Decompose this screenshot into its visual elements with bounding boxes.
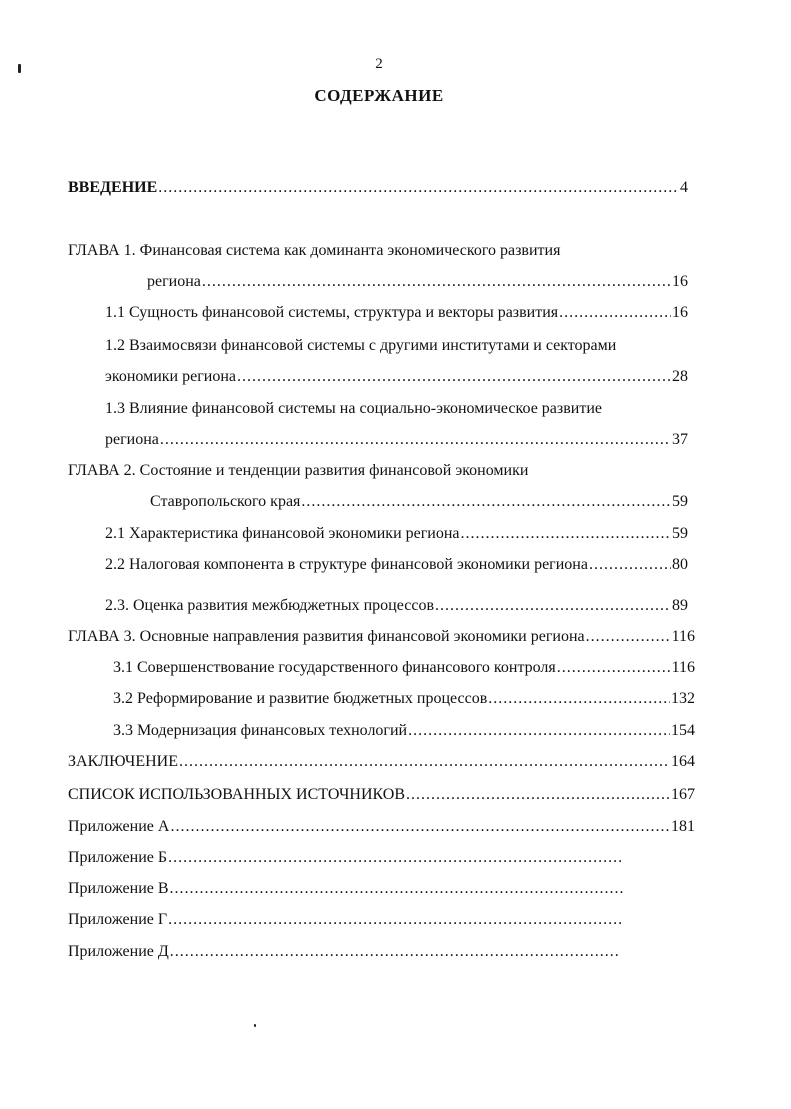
toc-label: 3.3 Модернизация финансовых технологий	[113, 722, 408, 739]
toc-label: Приложение А	[68, 818, 170, 835]
toc-label: региона	[105, 431, 159, 448]
toc-entry-appendix-c[interactable]	[68, 879, 624, 899]
toc-page: 181	[671, 818, 695, 835]
toc-label: 1.1 Сущность финансовой системы, структура и векторы развития	[105, 304, 559, 321]
toc-page: 59	[672, 525, 688, 542]
toc-page: 132	[671, 690, 695, 707]
toc-entry-appendix-b[interactable]	[68, 848, 622, 868]
toc-entry-ch3[interactable]	[68, 627, 695, 647]
toc-entry-2-1[interactable]	[105, 524, 688, 544]
toc-page: 4	[680, 179, 688, 196]
toc-entry-ch1-line2[interactable]	[147, 272, 688, 292]
toc-entry-1-3-line2[interactable]	[105, 430, 688, 450]
toc-page: 154	[671, 722, 695, 739]
toc-entry-3-1[interactable]	[113, 658, 695, 678]
page-number: 2	[375, 56, 383, 72]
toc-entry-appendix-a[interactable]	[68, 817, 695, 837]
toc-label: Ставропольского края	[150, 493, 301, 510]
toc-entry-conclusion[interactable]	[68, 752, 695, 772]
toc-entry-1-2-line1[interactable]: 1.2 Взаимосвязи финансовой системы с другими институтами и секторами	[105, 337, 617, 354]
toc-label: Приложение Б	[68, 849, 168, 866]
toc-entry-3-3[interactable]	[113, 721, 695, 741]
toc-page: 28	[672, 368, 688, 385]
toc-entry-ch1-line1[interactable]: ГЛАВА 1. Финансовая система как доминанта экономического развития	[68, 242, 561, 259]
toc-label: Приложение Г	[68, 911, 168, 928]
toc-page: 164	[671, 753, 695, 770]
toc-page: 37	[672, 431, 688, 448]
scan-speck	[254, 1024, 256, 1027]
toc-label: СПИСОК ИСПОЛЬЗОВАННЫХ ИСТОЧНИКОВ	[68, 786, 406, 803]
toc-page: 116	[671, 659, 695, 676]
toc-label: 2.2 Налоговая компонента в структуре финансовой экономики региона	[105, 556, 588, 573]
toc-page: 116	[671, 628, 695, 645]
toc-entry-2-2[interactable]	[105, 555, 688, 575]
toc-entry-appendix-e[interactable]	[68, 942, 620, 962]
toc-label: 2.3. Оценка развития межбюджетных процессов	[105, 597, 434, 614]
toc-label: 2.1 Характеристика финансовой экономики региона	[105, 525, 460, 542]
toc-entry-intro[interactable]	[68, 178, 688, 198]
toc-label: Приложение Д	[68, 943, 169, 960]
scan-speck	[18, 64, 21, 73]
toc-label: ЗАКЛЮЧЕНИЕ	[68, 753, 178, 770]
toc-entry-sources[interactable]	[68, 785, 695, 805]
toc-label: ГЛАВА 3. Основные направления развития финансовой экономики региона	[68, 628, 585, 645]
toc-entry-1-1[interactable]	[105, 303, 688, 323]
page-title: СОДЕРЖАНИЕ	[314, 86, 444, 105]
toc-page: 89	[672, 597, 688, 614]
toc-label: региона	[147, 273, 201, 290]
toc-label: 3.2 Реформирование и развитие бюджетных процессов	[113, 690, 488, 707]
toc-page: 16	[672, 304, 688, 321]
toc-page: 80	[672, 556, 688, 573]
toc-label: Приложение В	[68, 880, 169, 897]
toc-label: 3.1 Совершенствование государственного финансового контроля	[113, 659, 556, 676]
toc-entry-1-2-line2[interactable]	[105, 367, 688, 387]
toc-page: 59	[672, 493, 688, 510]
toc-page: 16	[672, 273, 688, 290]
toc-entry-1-3-line1[interactable]: 1.3 Влияние финансовой системы на социально-экономическое развитие	[105, 400, 602, 417]
toc-entry-ch2-line1[interactable]: ГЛАВА 2. Состояние и тенденции развития финансовой экономики	[68, 462, 529, 479]
toc-entry-appendix-d[interactable]	[68, 910, 623, 930]
toc-entry-2-3[interactable]	[105, 596, 688, 616]
toc-label: экономики региона	[105, 368, 236, 385]
toc-entry-3-2[interactable]	[113, 689, 695, 709]
toc-page: 167	[671, 786, 695, 803]
toc-label: ВВЕДЕНИЕ	[68, 179, 158, 196]
toc-entry-ch2-line2[interactable]	[150, 492, 688, 512]
